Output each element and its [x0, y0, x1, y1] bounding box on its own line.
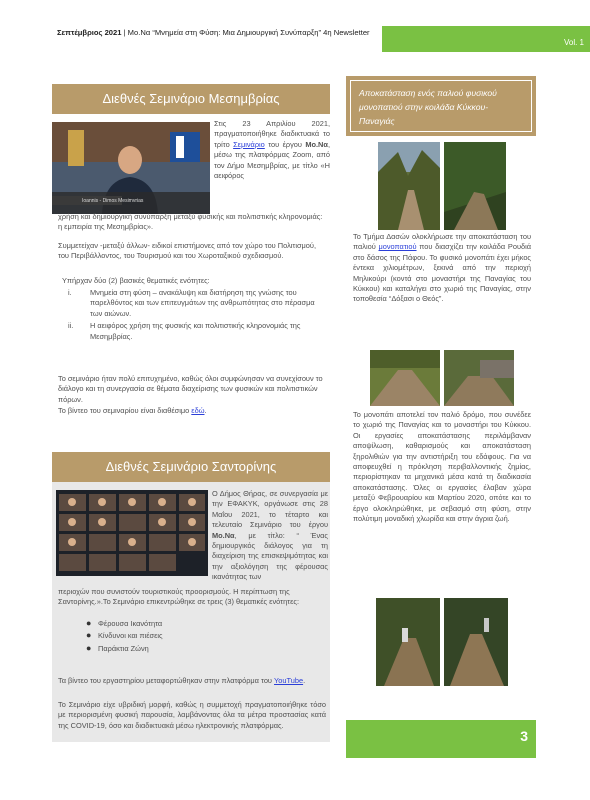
intro-text-a: Στις 23 Απριλίου 2021, πραγματοποιήθηκε διαδικτυακά το τρίτο — [214, 119, 330, 149]
header-title — [52, 26, 382, 52]
sidebar-text-b: που διασχίζει την κοιλάδα Ρουδιά στο δάσος της Πάφου. Το φυσικό μονοπάτι έχει μήκος έντεκα χιλιομέτρων, ξεκινά από την περιοχή Μηλικούρι (κοντά στο μοναστήρι της Παναγίας του Κύκκου) και καταλήγει στο χωριό της Παναγίας, στην τοποθεσία “Δόξασι ο Θεός”. — [353, 242, 532, 304]
header-green-bar — [382, 26, 590, 52]
trail-link[interactable]: μονοπατιού — [378, 242, 417, 252]
trail-photo-1 — [378, 142, 440, 230]
participants-grid-image — [56, 490, 208, 576]
topic-label: Κίνδυνοι και πιέσεις — [98, 631, 163, 641]
volume-label: Vol. 1 — [563, 38, 584, 47]
santorini-topic — [86, 631, 163, 641]
workers-trail-image — [376, 598, 440, 686]
santorini-topics — [86, 619, 163, 654]
video-link-here[interactable]: εδώ — [191, 406, 205, 415]
intro-paragraph-right — [214, 119, 330, 181]
topic-text: Η αειφόρος χρήση της φυσικής και πολιτιστικής κληρονομιάς της Μεσημβρίας. — [90, 321, 301, 341]
footer-green-bar — [346, 720, 536, 758]
santorini-topic — [86, 619, 163, 629]
trail-photo-3 — [370, 350, 440, 406]
video-text: Το βίντεο του σεμιναρίου είναι διαθέσιμο — [58, 406, 192, 415]
section-title-santorini: Διεθνές Σεμινάριο Σαντορίνης — [52, 452, 330, 482]
forest-trail-image — [444, 142, 506, 230]
trail-photo-6 — [444, 598, 508, 686]
bullet-icon: ● — [86, 618, 92, 628]
santorini-intro-text-b: , με τίτλο: “ Ένας δημιουργικός διάλογος για τη διαχείριση της επισκεψιμότητας και την αξιολόγηση της φέρουσας ικανότητας των — [212, 530, 328, 582]
topics-heading: Υπήρχαν δύο (2) βασικές θεματικές ενότητες: — [62, 276, 210, 285]
intro-text-c: , μέσω της πλατφόρμας Zoom, από τον Δήμο Μεσημβρίας, με τίτλο «Η αειφόρος — [214, 139, 330, 181]
sidebar-paragraph-1 — [353, 232, 531, 305]
santorini-intro-full: περιοχών που συνιστούν τουριστικούς προορισμούς. Η περίπτωση της Σαντορίνης.».Το Σεμινάριο επικεντρώθηκε σε τρεις (3) θεματικές ενότητες: — [58, 587, 300, 607]
topics-list — [68, 288, 320, 342]
zoom-grid-photo — [56, 490, 208, 576]
hybrid-paragraph: Το Σεμινάριο είχε υβριδική μορφή, καθώς η συμμετοχή πραγματοποιήθηκε τόσο με περιορισμένη φυσική παρουσία, λαμβάνοντας όλα τα μέτρα προστασίας κατά της COVID-19, όσο και διαδικτυακά μέσω ηλεκτρονικής πλατφόρμας. — [58, 700, 326, 730]
topic-number: ii. — [68, 321, 74, 331]
topic-label: Φέρουσα Ικανότητα — [98, 619, 163, 628]
project-name: Μο.Να — [212, 530, 235, 540]
sidebar-paragraph-2: Το μονοπάτι αποτελεί τον παλιό δρόμο, που συνέδεε το χωριό της Παναγίας και το μοναστήρι του Κύκκου. Οι εργασίες αποκατάστασης περιλάμβαναν αποψίλωση, καθαρισμούς και αποκατάσταση ξηρολιθιών για την αντιστήριξη του εδάφους. Για να αποφευχθεί η πρόκληση περιβαλλοντικής ζημίας, περιορίστηκαν τα μηχανικά μέσα κατά τη διαδικασία αποκατάστασης. Όλες οι εργασίες έλαβαν χώρα μεταξύ Φεβρουαρίου και Μαρτίου 2020, οπότε και το έργο ολοκληρώθηκε, με σεβασμό στη φύση, στην πολύτιμη μοναδική χλωρίδα και στην άγρια ζωή. — [353, 410, 531, 524]
section-title-mesimvria: Διεθνές Σεμινάριο Μεσημβρίας — [52, 84, 330, 114]
topic-item — [68, 288, 320, 319]
youtube-text-end: . — [303, 676, 306, 685]
topic-item — [68, 321, 320, 342]
header-month: Σεπτέμβριος 2021 — [57, 28, 122, 37]
stone-wall-image — [444, 350, 514, 406]
bullet-icon: ● — [86, 642, 92, 653]
sidebar-text-a: Το Τμήμα Δασών ολοκλήρωσε την αποκατάσταση του παλιού — [353, 232, 531, 252]
trail-path-image — [370, 350, 440, 406]
intro-text-b: του έργου — [264, 139, 306, 149]
intro-paragraph-full: χρήση και δημιουργική συνύπαρξη μεταξύ φυσικής και πολιτιστικής κληρονομιάς: η εμπειρία της Μεσημβρίας». — [58, 212, 323, 232]
trail-photo-5 — [376, 598, 440, 686]
santorini-intro-right — [212, 489, 328, 583]
trail-photo-2 — [444, 142, 506, 230]
youtube-link[interactable]: YouTube — [274, 676, 304, 685]
video-availability — [58, 406, 326, 416]
santorini-topic — [86, 644, 163, 654]
seminar-link[interactable]: Σεμινάριο — [233, 139, 265, 149]
participants-paragraph: Συμμετείχαν -μεταξύ άλλων- ειδικοί επιστήμονες από τον χώρο του Πολιτισμού, του Περιβάλλοντος, του Τουρισμού και του Χωροταξικού σχεδιασμού. — [58, 241, 316, 261]
youtube-line — [58, 676, 326, 686]
trail-photo-4 — [444, 350, 514, 406]
success-paragraph: Το σεμινάριο ήταν πολύ επιτυχημένο, καθώς όλοι συμφώνησαν να συνεχίσουν το διάλογο και τη συνεργασία σε θέματα διαχείρισης των φυσικών και πολιτιστικών πόρων. — [58, 374, 323, 404]
header-title-rest: | Μο.Να “Μνημεία στη Φύση: Μια Δημιουργική Συνύπαρξη” 4η Newsletter — [121, 28, 370, 37]
page-number: 3 — [520, 728, 528, 744]
bullet-icon: ● — [86, 630, 92, 641]
sidebar-title-box — [346, 76, 536, 136]
youtube-text: Τα βίντεο του εργαστηρίου μεταφορτώθηκαν στην πλατφόρμα του — [58, 676, 275, 685]
santorini-intro-text: Ο Δήμος Θήρας, σε συνεργασία με την ΕΦΑΚΥΚ, οργάνωσε στις 28 Μαΐου 2021, το τέταρτο και τελευταίο Σεμινάριο του έργου — [212, 489, 328, 530]
photo-caption: Ioannis - Dimos Mesimvrias — [82, 198, 144, 204]
project-name: Μο.Να — [305, 139, 328, 149]
topic-number: i. — [68, 288, 72, 297]
section-mesimvria — [52, 84, 330, 438]
forest-steps-image — [444, 598, 508, 686]
zoom-meeting-photo — [52, 122, 210, 214]
video-text-end: . — [204, 406, 207, 415]
topic-label: Παράκτια Ζώνη — [98, 643, 149, 653]
page-header — [52, 26, 584, 52]
section-santorini — [52, 452, 330, 742]
forest-trail-image — [378, 142, 440, 230]
sidebar-title: Αποκατάσταση ενός παλιού φυσικού μονοπατιού στην κοιλάδα Κύκκου-Παναγιάς — [350, 80, 532, 132]
topic-text: Μνημεία στη φύση – ανακάλυψη και διατήρηση της γνώσης του παρελθόντος και των επιτευγμάτων της ανθρωπότητας στο πέρασμα των αιώνων. — [90, 288, 315, 318]
